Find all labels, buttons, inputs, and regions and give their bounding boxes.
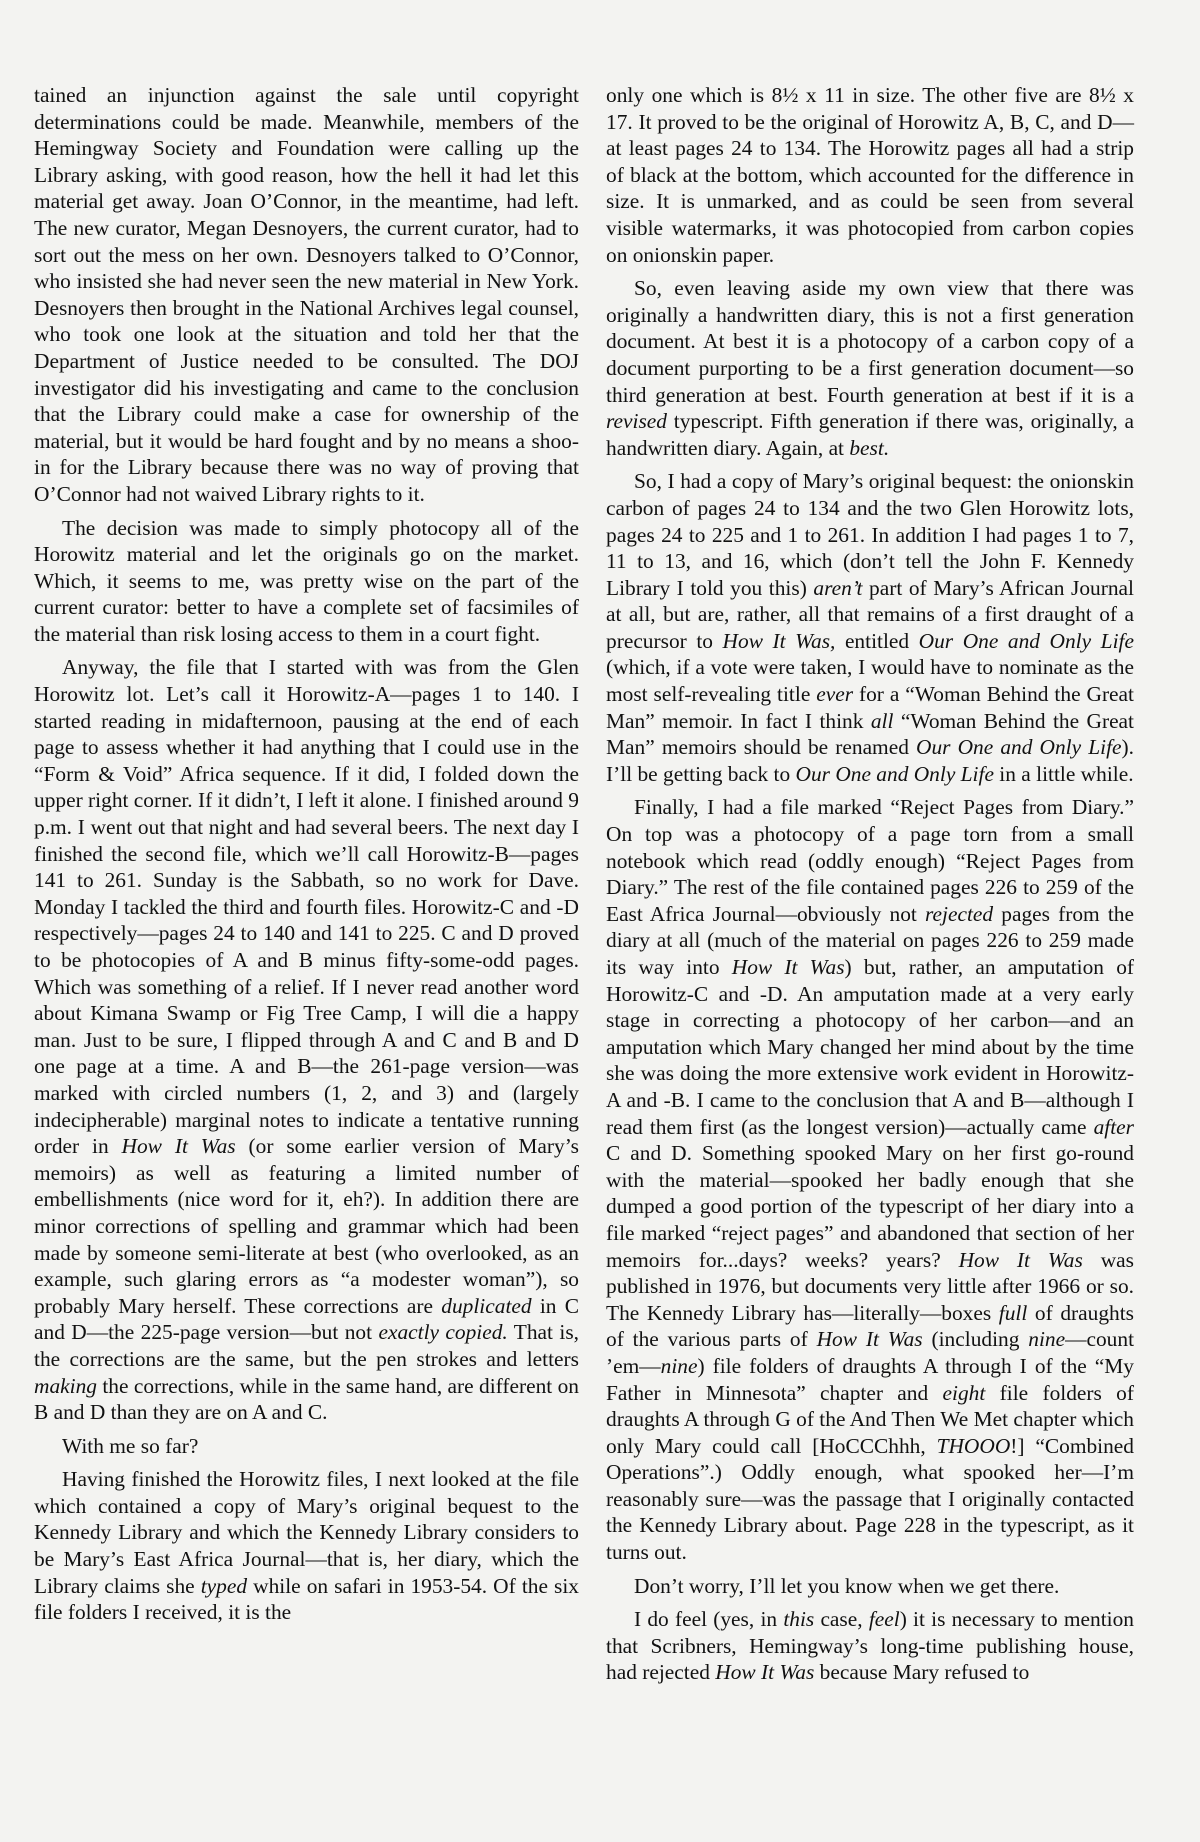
- text-run: Having finished the Horowitz files, I next looked at the file which contained a copy of Mary’s original bequest to the Kennedy Library and which the Kennedy Library considers to be Mary’s East Africa Journal—that is, her diary, which the Library claims she: [34, 1467, 579, 1598]
- italic-text: best.: [849, 435, 890, 460]
- text-run: So, even leaving aside my own view that there was originally a handwritten diary, this is not a first generation document. At best it is a photocopy of a carbon copy of a document purporting to be a first generation document—so third generation at best. Fourth generation at best if it is a: [606, 276, 1134, 407]
- italic-text: How It Was: [816, 1327, 923, 1352]
- text-run: case,: [814, 1607, 869, 1632]
- text-run: That is, the corrections are the same, but the pen strokes and letters: [34, 1320, 579, 1371]
- text-run: Finally, I had a file marked “Reject Pages from Diary.” On top was a photocopy of a page torn from a small notebook which read (oddly enough) “Reject Pages from Diary.” The rest of the file contained pages 226 to 259 of the East Africa Journal—obviously not: [606, 795, 1134, 926]
- italic-text: How It Was: [958, 1247, 1083, 1272]
- italic-text: nine: [1028, 1327, 1066, 1352]
- italic-text: full: [998, 1300, 1028, 1325]
- text-run: —count ’em—: [606, 1327, 1135, 1378]
- text-run: tained an injunction against the sale until copyright determinations could be made. Meanwhile, members of the Hemingway Society and Foundation were calling up the Library asking, with good reason, how the hell it had let this material get away. Joan O’Connor, in the meantime, had left. The new curator, Megan Desnoyers, the current curator, had to sort out the mess on her own. Desnoyers talked to O’Connor, who insisted she had never seen the new material in New York. Desnoyers then brought in the National Archives legal counsel, who took one look at the situation and told her that the Department of Justice needed to be consulted. The DOJ investigator did his investigating and came to the conclusion that the Library could make a case for ownership of the material, but it would be hard fought and by no means a shoo-in for the Library because there was no way of proving that O’Connor had not waived Library rights to it.: [34, 83, 579, 506]
- italic-text: aren’t: [813, 575, 863, 600]
- italic-text: Our One and Only Life: [916, 735, 1122, 760]
- italic-text: How It Was,: [722, 628, 836, 653]
- italic-text: How It Was: [715, 1660, 815, 1685]
- text-run: pages from the diary at all (much of the material on pages 226 to 259 made its way into: [606, 901, 1134, 979]
- italic-text: Our One and Only Life: [918, 628, 1134, 653]
- text-run: part of Mary’s African Journal at all, but are, rather, all that remains of a first draught of a precursor to: [606, 575, 1134, 653]
- text-run: (which, if a vote were taken, I would have to nominate as the most self-revealing title: [606, 655, 1134, 707]
- text-run: ) it is necessary to mention that Scribners, Hemingway’s long-time publishing house, had rejected: [606, 1607, 1134, 1685]
- italic-text: Our One and Only Life: [795, 761, 994, 786]
- left-column: [34, 82, 579, 1626]
- italic-text: How It Was: [121, 1134, 236, 1159]
- paragraph: [606, 1606, 1134, 1686]
- text-run: file folders of draughts A through G of the And Then We Met chapter which only Mary could call [HoCCChhh,: [606, 1380, 1134, 1458]
- text-run: “Woman Behind the Great Man” memoirs should be renamed: [606, 708, 1134, 760]
- paragraph: [34, 1433, 579, 1460]
- text-run: in a little while.: [993, 761, 1134, 786]
- italic-text: rejected: [925, 901, 994, 926]
- italic-text: feel: [868, 1607, 900, 1632]
- italic-text: ever: [816, 682, 854, 707]
- text-run: ). I’ll be getting back to: [606, 735, 1134, 786]
- text-run: the corrections, while in the same hand, are different on B and D than they are on A and C.: [34, 1373, 579, 1425]
- text-run: while on safari in 1953-54. Of the six file folders I received, it is the: [34, 1573, 579, 1625]
- italic-text: this: [783, 1607, 815, 1632]
- paragraph: [606, 468, 1134, 787]
- text-run: With me so far?: [62, 1433, 199, 1458]
- paragraph: [34, 515, 579, 648]
- text-run: for a “Woman Behind the Great Man” memoir. In fact I think: [606, 682, 1134, 733]
- italic-text: making: [34, 1373, 97, 1398]
- right-column: [606, 82, 1134, 1686]
- paragraph: [34, 1466, 579, 1626]
- text-run: because Mary refused to: [814, 1660, 1030, 1685]
- italic-text: typed: [200, 1573, 248, 1598]
- text-run: !] “Combined Operations”.) Oddly enough, what spooked her—I’m reasonably sure—was the passage that I originally contacted the Kennedy Library about. Page 228 in the typescript, as it turns out.: [606, 1433, 1134, 1565]
- italic-text: duplicated: [441, 1293, 532, 1318]
- paragraph: [34, 654, 579, 1425]
- paragraph: [606, 794, 1134, 1565]
- paragraph: [34, 82, 579, 508]
- text-run: of draughts of the various parts of: [606, 1300, 1134, 1352]
- text-run: C and D. Something spooked Mary on her first go-round with the material—spooked her badly enough that she dumped a good portion of the typescript of her diary into a file marked “reject pages” and abandoned that section of her memoirs for...days? weeks? years?: [606, 1141, 1134, 1272]
- paragraph: [606, 82, 1134, 268]
- italic-text: THOOO: [936, 1433, 1011, 1458]
- italic-text: exactly copied.: [378, 1320, 508, 1345]
- text-run: ) file folders of draughts A through I of the “My Father in Minnesota” chapter and: [606, 1353, 1134, 1405]
- paragraph: [606, 275, 1134, 461]
- text-run: typescript. Fifth generation if there was, originally, a handwritten diary. Again, at: [606, 409, 1134, 460]
- text-run: Anyway, the file that I started with was from the Glen Horowitz lot. Let’s call it Horowitz-A—pages 1 to 140. I started reading in midafternoon, pausing at the end of each page to assess whether it had anything that I could use in the “Form & Void” Africa sequence. If it did, I folded down the upper right corner. If it didn’t, I left it alone. I finished around 9 p.m. I went out that night and had several beers. The next day I finished the second file, which we’ll call Horowitz-B—pages 141 to 261. Sunday is the Sabbath, so no work for Dave. Monday I tackled the third and fourth files. Horowitz-C and -D respectively—pages 24 to 140 and 141 to 225. C and D proved to be photocopies of A and B minus fifty-some-odd pages. Which was something of a relief. If I never read another word about Kimana Swamp or Fig Tree Camp, I will die a happy man. Just to be sure, I flipped through A and C and B and D one page at a time. A and B—the 261-page version—was marked with circled numbers (1, 2, and 3) and (largely indecipherable) marginal notes to indicate a tentative running order in: [34, 655, 579, 1159]
- paragraph: [606, 1573, 1134, 1600]
- text-run: (or some earlier version of Mary’s memoirs) as well as featuring a limited number of embellishments (nice word for it, eh?). In addition there are minor corrections of spelling and grammar which had been made by someone semi-literate at best (who overlooked, as an example, such glaring errors as “a modester woman”), so probably Mary herself. These corrections are: [34, 1134, 580, 1318]
- text-run: was published in 1976, but documents very little after 1966 or so. The Kennedy Library has—literally—boxes: [606, 1247, 1134, 1325]
- text-run: in C and D—the 225-page version—but not: [34, 1293, 579, 1345]
- text-run: entitled: [835, 628, 919, 653]
- italic-text: revised: [606, 409, 667, 434]
- italic-text: eight: [942, 1380, 986, 1405]
- italic-text: after: [1093, 1114, 1134, 1139]
- italic-text: How It Was: [731, 955, 845, 979]
- text-run: (including: [922, 1327, 1029, 1352]
- text-run: The decision was made to simply photocopy all of the Horowitz material and let the originals go on the market. Which, it seems to me, was pretty wise on the part of the current curator: better to have a complete set of facsimiles of the material than risk losing access to them in a court fight.: [34, 515, 579, 646]
- italic-text: all: [870, 708, 894, 733]
- text-run: I do feel (yes, in: [634, 1607, 784, 1632]
- text-run: Don’t worry, I’ll let you know when we get there.: [634, 1573, 1060, 1598]
- text-run: So, I had a copy of Mary’s original bequest: the onionskin carbon of pages 24 to 134 and the two Glen Horowitz lots, pages 24 to 225 and 1 to 261. In addition I had pages 1 to 7, 11 to 13, and 16, which (don’t tell the John F. Kennedy Library I told you this): [606, 469, 1134, 600]
- italic-text: nine: [660, 1353, 698, 1378]
- text-run: only one which is 8½ x 11 in size. The other five are 8½ x 17. It proved to be the original of Horowitz A, B, C, and D—at least pages 24 to 134. The Horowitz pages all had a strip of black at the bottom, which accounted for the difference in size. It is unmarked, and as could be seen from several visible watermarks, it was photocopied from carbon copies on onionskin paper.: [606, 83, 1134, 267]
- text-run: ) but, rather, an amputation of Horowitz-C and -D. An amputation made at a very early stage in correcting a photocopy of her carbon—and an amputation which Mary changed her mind about by the time she was doing the more extensive work evident in Horowitz-A and -B. I came to the conclusion that A and B—although I read them first (as the longest version)—actually came: [606, 955, 1135, 1139]
